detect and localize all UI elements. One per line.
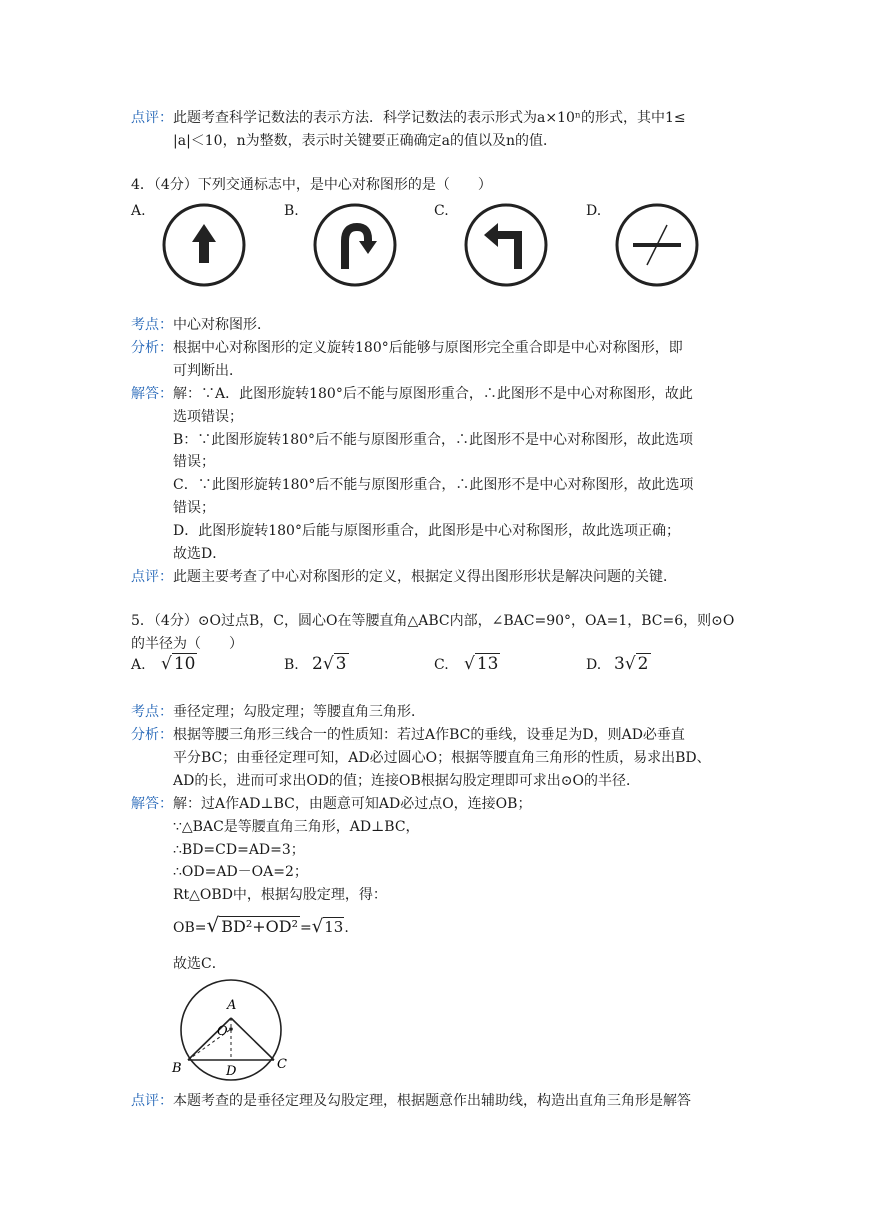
sqrt-icon: 3√ 2 — [614, 654, 649, 674]
turn-left-sign-icon — [462, 203, 550, 287]
q5-option-c: C. √ 13 — [434, 654, 499, 674]
q4-jieda-line-1: 解答：解：∵A．此图形旋转180°后不能与原图形重合，∴此图形不是中心对称图形，故此 — [131, 386, 693, 402]
q4-jieda-line-6: 错误； — [173, 500, 215, 516]
q5-dianping: 点评：本题考查的是垂径定理及勾股定理，根据题意作出辅助线，构造出直角三角形是解答 — [131, 1093, 691, 1109]
q5-option-d: D. 3√ 2 — [586, 654, 649, 674]
q5-jieda-line-2: ∵△BAC是等腰直角三角形，AD⊥BC， — [173, 819, 420, 835]
q4-fenxi-line-2: 可判断出． — [173, 363, 243, 379]
no-crossing-sign-icon — [613, 203, 701, 287]
q4-option-c-label: C. — [434, 203, 449, 219]
q5-jieda-line-4: ∴OD=AD－OA=2； — [173, 864, 308, 880]
sqrt-icon: 2√ 3 — [312, 654, 347, 674]
point-label-o: O — [217, 1024, 228, 1039]
q4-jieda-line-3: B：∵此图形旋转180°后不能与原图形重合，∴此图形不是中心对称图形，故此选项 — [173, 432, 694, 448]
q5-jieda-line-5: Rt△OBD中，根据勾股定理，得： — [173, 887, 387, 903]
q5-fenxi-line-1: 分析：根据等腰三角形三线合一的性质知：若过A作BC的垂线，设垂足为D，则AD必垂直 — [131, 727, 685, 743]
q4-jieda-line-7: D．此图形旋转180°后能与原图形重合，此图形是中心对称图形，故此选项正确； — [173, 523, 680, 539]
q4-dianping: 点评：此题主要考查了中心对称图形的定义，根据定义得出图形形状是解决问题的关键． — [131, 569, 677, 585]
q5-stem-line-2: 的半径为（ ） — [131, 636, 243, 652]
q5-fenxi-line-3: AD的长，进而可求出OD的值；连接OB根据勾股定理即可求出⊙O的半径． — [173, 773, 641, 789]
q4-jieda-line-4: 错误； — [173, 454, 215, 470]
arrow-up-sign-icon — [160, 203, 248, 287]
q4-fenxi-line-1: 分析：根据中心对称图形的定义旋转180°后能够与原图形完全重合即是中心对称图形，即 — [131, 340, 683, 356]
q5-stem-line-1: 5．（4分）⊙O过点B，C，圆心O在等腰直角△ABC内部，∠BAC=90°，OA=1，BC=6，则⊙O — [131, 613, 735, 629]
sqrt-icon: √ — [311, 916, 324, 937]
q4-jieda-line-2: 选项错误； — [173, 409, 243, 425]
q4-kaodian: 考点：中心对称图形． — [131, 317, 271, 333]
q4-option-d-label: D. — [586, 203, 602, 219]
q4-option-b-label: B. — [284, 203, 299, 219]
ob-formula: OB=√ BD²+OD² =√13. — [173, 913, 349, 937]
circle-triangle-figure — [168, 978, 298, 1084]
q5-jieda-line-1: 解答：解：过A作AD⊥BC，由题意可知AD必过点O，连接OB； — [131, 796, 532, 812]
q4-option-a-label: A. — [131, 203, 146, 219]
q5-jieda-line-3: ∴BD=CD=AD=3； — [173, 842, 305, 858]
q5-option-a: A. √ 10 — [131, 654, 196, 674]
sqrt-icon: √ 10 — [161, 654, 196, 674]
q5-fenxi-line-2: 平分BC；由垂径定理可知，AD必过圆心O；根据等腰直角三角形的性质，易求出BD、 — [173, 750, 711, 766]
point-label-b: B — [172, 1061, 182, 1076]
q5-conclusion: 故选C． — [173, 956, 226, 972]
sqrt-icon: √ — [206, 913, 220, 937]
q5-option-b: B. 2√ 3 — [284, 654, 347, 674]
prev-comment-line-1: 点评：此题考查科学记数法的表示方法．科学记数法的表示形式为a×10ⁿ的形式，其中1≤ — [131, 110, 686, 126]
q4-jieda-line-8: 故选D． — [173, 546, 227, 562]
q5-kaodian: 考点：垂径定理；勾股定理；等腰直角三角形． — [131, 704, 425, 720]
u-turn-right-sign-icon — [311, 203, 399, 287]
point-label-d: D — [226, 1064, 237, 1079]
prev-comment-line-2: |a|＜10，n为整数，表示时关键要正确确定a的值以及n的值． — [173, 133, 557, 149]
label-dianping: 点评： — [131, 110, 173, 126]
point-label-a: A — [227, 998, 237, 1013]
q4-stem: 4．（4分）下列交通标志中，是中心对称图形的是（ ） — [131, 177, 492, 193]
sqrt-icon: √ 13 — [464, 654, 499, 674]
point-label-c: C — [277, 1057, 287, 1072]
q4-jieda-line-5: C．∵此图形旋转180°后不能与原图形重合，∴此图形不是中心对称图形，故此选项 — [173, 477, 694, 493]
